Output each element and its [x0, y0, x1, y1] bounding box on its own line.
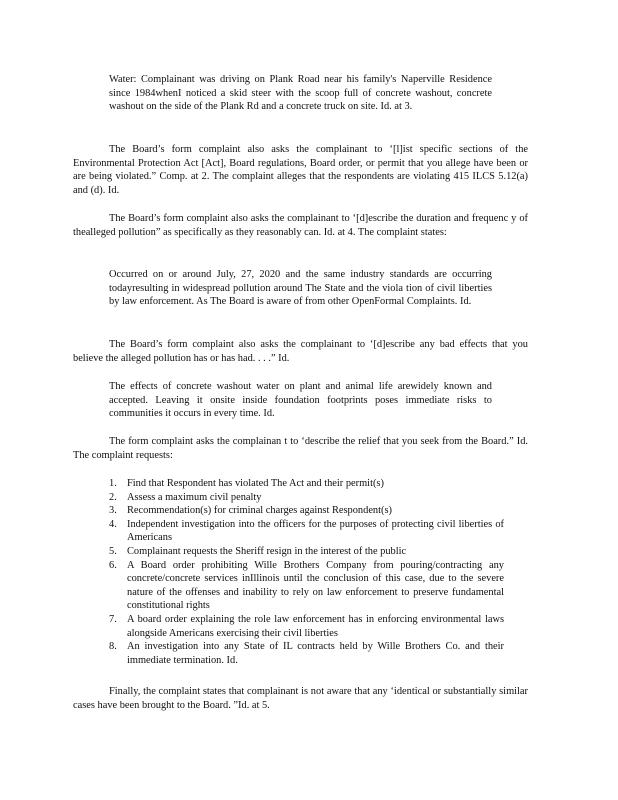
list-text: Independent investigation into the officers for the purposes of protecting civil liberties of Americans — [127, 518, 504, 544]
list-number: 5. — [109, 545, 117, 557]
block-quote-effects: The effects of concrete washout water on plant and animal life arewidely known and accepted. Leaving it onsite inside foundation footprints poses immediate risks to communities it occurs in every time. Id. — [109, 381, 492, 420]
list-number: 1. — [109, 478, 117, 489]
list-text: Recommendation(s) for criminal charges against Respondent(s) — [127, 505, 392, 517]
list-text: A board order explaining the role law enforcement has in enforcing environmental laws alongside Americans exercising their civil liberties — [127, 613, 504, 639]
paragraph-final: Finally, the complaint states that complainant is not aware that any ‘identical or substantially similar cases have been brought to the Board. ”Id. at 5. — [73, 686, 528, 711]
list-item — [109, 545, 504, 559]
list-number: 3. — [109, 505, 117, 517]
list-number: 4. — [109, 518, 117, 530]
list-item — [109, 477, 504, 491]
list-number: 8. — [109, 641, 117, 653]
list-text: An investigation into any State of IL contracts held by Wille Brothers Co. and their immediate termination. Id. — [127, 641, 504, 666]
block-quote-occurred: Occurred on or around July, 27, 2020 and the same industry standards are occurring todayresulting in widespread pollution around The State and the viola tion of civil liberties by law enforcement. As The Board is aware of from other OpenFormal Complaints. Id. — [109, 269, 492, 308]
list-number: 6. — [109, 559, 117, 571]
list-item — [109, 559, 504, 613]
list-item — [109, 518, 504, 545]
list-number: 2. — [109, 491, 117, 503]
relief-list — [109, 477, 504, 667]
list-item — [109, 504, 504, 518]
paragraph-relief: The form complaint asks the complainan t to ‘describe the relief that you seek from the Board.” Id. The complaint requests: — [73, 436, 528, 461]
list-item — [109, 640, 504, 667]
paragraph-duration: The Board’s form complaint also asks the complainant to ‘[d]escribe the duration and frequenc y of thealleged pollution” as specifically as they reasonably can. Id. at 4. The complaint states: — [73, 213, 528, 238]
list-item — [109, 491, 504, 505]
paragraph-effects: The Board’s form complaint also asks the complainant to ‘[d]escribe any bad effects that you believe the alleged pollution has or has had. . . .” Id. — [73, 339, 528, 364]
list-text: Find that Respondent has violated The Act and their permit(s) — [127, 478, 384, 489]
list-number: 7. — [109, 613, 117, 625]
list-text: Complainant requests the Sheriff resign in the interest of the public — [127, 545, 407, 557]
list-item — [109, 613, 504, 640]
list-text: Assess a maximum civil penalty — [127, 491, 262, 503]
block-quote-water: Water: Complainant was driving on Plank Road near his family's Naperville Residence since 1984whenI noticed a skid steer with the scoop full of concrete washout, concrete washout on the side of the Plank Rd and a concrete truck on site. Id. at 3. — [109, 74, 492, 113]
paragraph-sections: The Board’s form complaint also asks the complainant to ‘[l]ist specific sections of the Environmental Protection Act [Act], Board regulations, Board order, or permit that you allege have been or are being violated.” Comp. at 2. The complaint alleges that the respondents are violating 415 ILCS 5.12(a) and (d). Id. — [73, 144, 528, 196]
list-text: A Board order prohibiting Wille Brothers Company from pouring/contracting any concrete/concrete services inIllinois until the conclusion of this case, due to the severe nature of the offenses and inability to rely on law enforcement to preserve fundamental constitutional rights — [127, 559, 504, 612]
